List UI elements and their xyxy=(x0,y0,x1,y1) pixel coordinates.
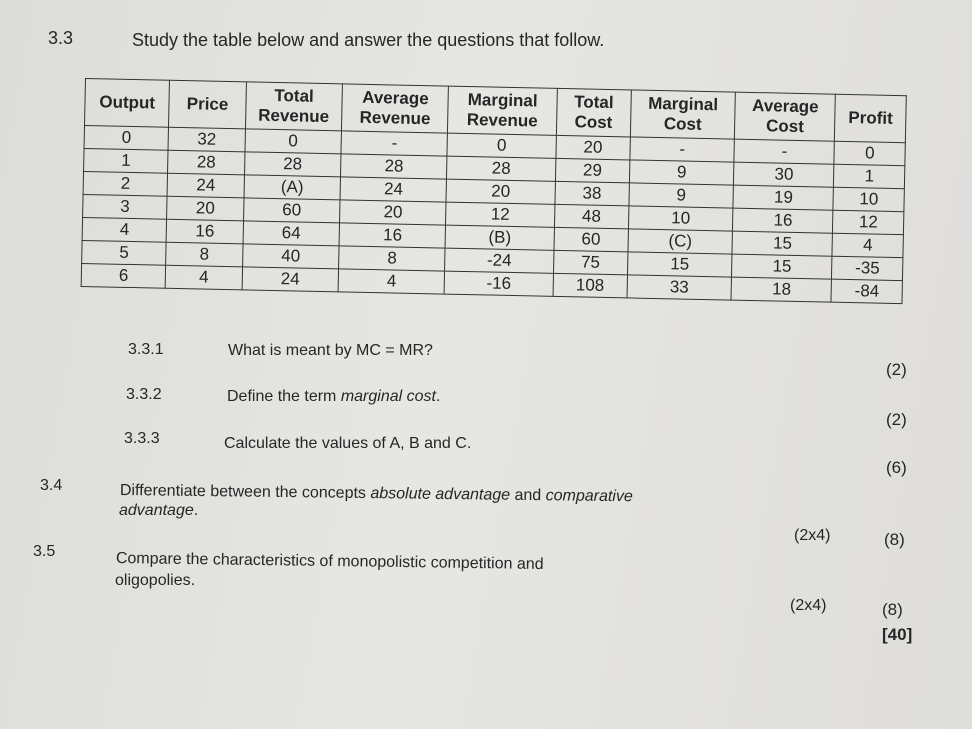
cell-output: 1 xyxy=(84,148,169,173)
section-total-marks: [40] xyxy=(882,625,913,644)
q34-line1-mid: and xyxy=(509,486,546,505)
cell-profit: 0 xyxy=(834,141,905,165)
question-3-3-3-marks: (6) xyxy=(886,458,907,477)
cell-average-cost: 15 xyxy=(732,231,833,256)
cell-marginal-revenue: (B) xyxy=(445,225,554,250)
question-3-4-breakdown: (2x4) xyxy=(794,527,831,544)
cell-average-revenue: - xyxy=(341,131,448,156)
cell-marginal-revenue: 20 xyxy=(446,179,555,204)
header-marginal-revenue: Marginal Revenue xyxy=(448,86,557,135)
cell-average-cost: 19 xyxy=(733,185,834,210)
cell-marginal-cost: - xyxy=(630,137,735,162)
cell-average-cost: - xyxy=(734,139,835,164)
q34-line1-pre: Differentiate between the concepts xyxy=(119,482,371,503)
cell-marginal-cost: 10 xyxy=(628,206,733,231)
cell-profit: -35 xyxy=(832,256,903,280)
question-number-3-4: 3.4 xyxy=(40,477,63,494)
question-3-3-1-marks: (2) xyxy=(886,360,907,379)
cell-marginal-cost: 15 xyxy=(627,252,732,277)
header-total-revenue: Total Revenue xyxy=(245,82,342,131)
cost-revenue-table xyxy=(81,78,907,304)
cell-marginal-cost: 33 xyxy=(627,275,732,300)
cell-price: 16 xyxy=(166,219,243,244)
cell-average-cost: 15 xyxy=(732,254,833,279)
cell-total-revenue: 60 xyxy=(243,198,340,223)
question-3-4-line2 xyxy=(119,502,198,520)
q34-term-advantage: advantage xyxy=(119,502,194,519)
cell-output: 4 xyxy=(82,217,167,242)
cell-output: 2 xyxy=(83,171,168,196)
question-3-5-line2: oligopolies. xyxy=(115,572,196,589)
cell-total-cost: 48 xyxy=(554,204,629,229)
cell-marginal-cost: (C) xyxy=(628,229,733,254)
cell-total-revenue: 40 xyxy=(242,244,339,269)
cell-profit: 10 xyxy=(833,187,904,211)
cell-marginal-cost: 9 xyxy=(629,160,734,185)
question-number-3-3: 3.3 xyxy=(48,28,74,48)
header-price: Price xyxy=(169,80,246,129)
question-3-3-2-text xyxy=(227,388,440,406)
header-marginal-cost: Marginal Cost xyxy=(630,90,735,139)
cell-output: 0 xyxy=(84,126,169,151)
cell-price: 24 xyxy=(167,173,244,198)
cell-average-revenue: 28 xyxy=(341,154,448,179)
question-3-3-3-text: Calculate the values of A, B and C. xyxy=(224,435,472,452)
cell-average-cost: 16 xyxy=(733,208,834,233)
header-total-cost: Total Cost xyxy=(556,88,631,137)
header-average-revenue: Average Revenue xyxy=(342,84,449,133)
cell-profit: 1 xyxy=(834,164,905,188)
cell-total-revenue: 64 xyxy=(243,221,340,246)
cell-marginal-revenue: -16 xyxy=(444,271,553,296)
cell-marginal-cost: 9 xyxy=(629,183,734,208)
cell-total-revenue: 0 xyxy=(245,129,342,154)
header-profit: Profit xyxy=(835,94,906,142)
header-output: Output xyxy=(85,79,170,128)
cell-average-cost: 18 xyxy=(731,277,832,302)
q34-term-absolute: absolute advantage xyxy=(370,485,511,504)
cell-total-cost: 38 xyxy=(555,181,630,206)
cell-average-cost: 30 xyxy=(734,162,835,187)
cell-total-cost: 29 xyxy=(555,158,630,183)
q34-term-comparative: comparative xyxy=(545,487,633,506)
cell-average-revenue: 4 xyxy=(338,269,445,294)
question-3-5-breakdown: (2x4) xyxy=(790,597,827,614)
cell-average-revenue: 24 xyxy=(340,177,447,202)
question-number-3-3-1: 3.3.1 xyxy=(128,341,164,358)
cell-total-cost: 20 xyxy=(556,135,631,160)
cell-price: 28 xyxy=(168,150,245,175)
cell-total-revenue: 28 xyxy=(244,152,341,177)
question-3-4-marks: (8) xyxy=(884,530,905,549)
cell-total-cost: 108 xyxy=(553,273,628,298)
question-number-3-5: 3.5 xyxy=(33,543,56,560)
cell-average-revenue: 8 xyxy=(339,246,446,271)
cell-price: 4 xyxy=(166,265,243,290)
cell-price: 32 xyxy=(168,127,245,152)
q332-text-post: . xyxy=(435,388,441,405)
cell-price: 8 xyxy=(166,242,243,267)
question-3-3-2-marks: (2) xyxy=(886,410,907,429)
cell-output: 5 xyxy=(82,240,167,265)
cell-total-cost: 75 xyxy=(553,250,628,275)
q332-text-pre: Define the term xyxy=(227,388,341,405)
question-number-3-3-2: 3.3.2 xyxy=(126,386,162,403)
question-3-3-1-text: What is meant by MC = MR? xyxy=(228,342,433,359)
cell-total-revenue: 24 xyxy=(242,267,339,292)
cell-average-revenue: 20 xyxy=(340,200,447,225)
question-3-5-line1: Compare the characteristics of monopolistic competition and xyxy=(115,550,544,573)
cell-marginal-revenue: 12 xyxy=(446,202,555,227)
cell-profit: 4 xyxy=(832,233,903,257)
cell-profit: 12 xyxy=(833,210,904,234)
question-number-3-3-3: 3.3.3 xyxy=(124,430,160,447)
cell-output: 6 xyxy=(81,263,166,288)
cell-price: 20 xyxy=(167,196,244,221)
q34-line2-post: . xyxy=(193,502,199,519)
cell-marginal-revenue: -24 xyxy=(445,248,554,273)
cell-total-cost: 60 xyxy=(554,227,629,252)
cell-profit: -84 xyxy=(831,279,902,303)
header-average-cost: Average Cost xyxy=(735,92,836,141)
question-3-5-marks: (8) xyxy=(882,600,903,619)
cell-marginal-revenue: 0 xyxy=(447,133,556,158)
cell-output: 3 xyxy=(83,194,168,219)
q332-term: marginal cost xyxy=(340,388,436,405)
cell-marginal-revenue: 28 xyxy=(447,156,556,181)
cell-average-revenue: 16 xyxy=(339,223,446,248)
cell-total-revenue: (A) xyxy=(244,175,341,200)
question-3-3-instruction: Study the table below and answer the questions that follow. xyxy=(132,30,605,50)
